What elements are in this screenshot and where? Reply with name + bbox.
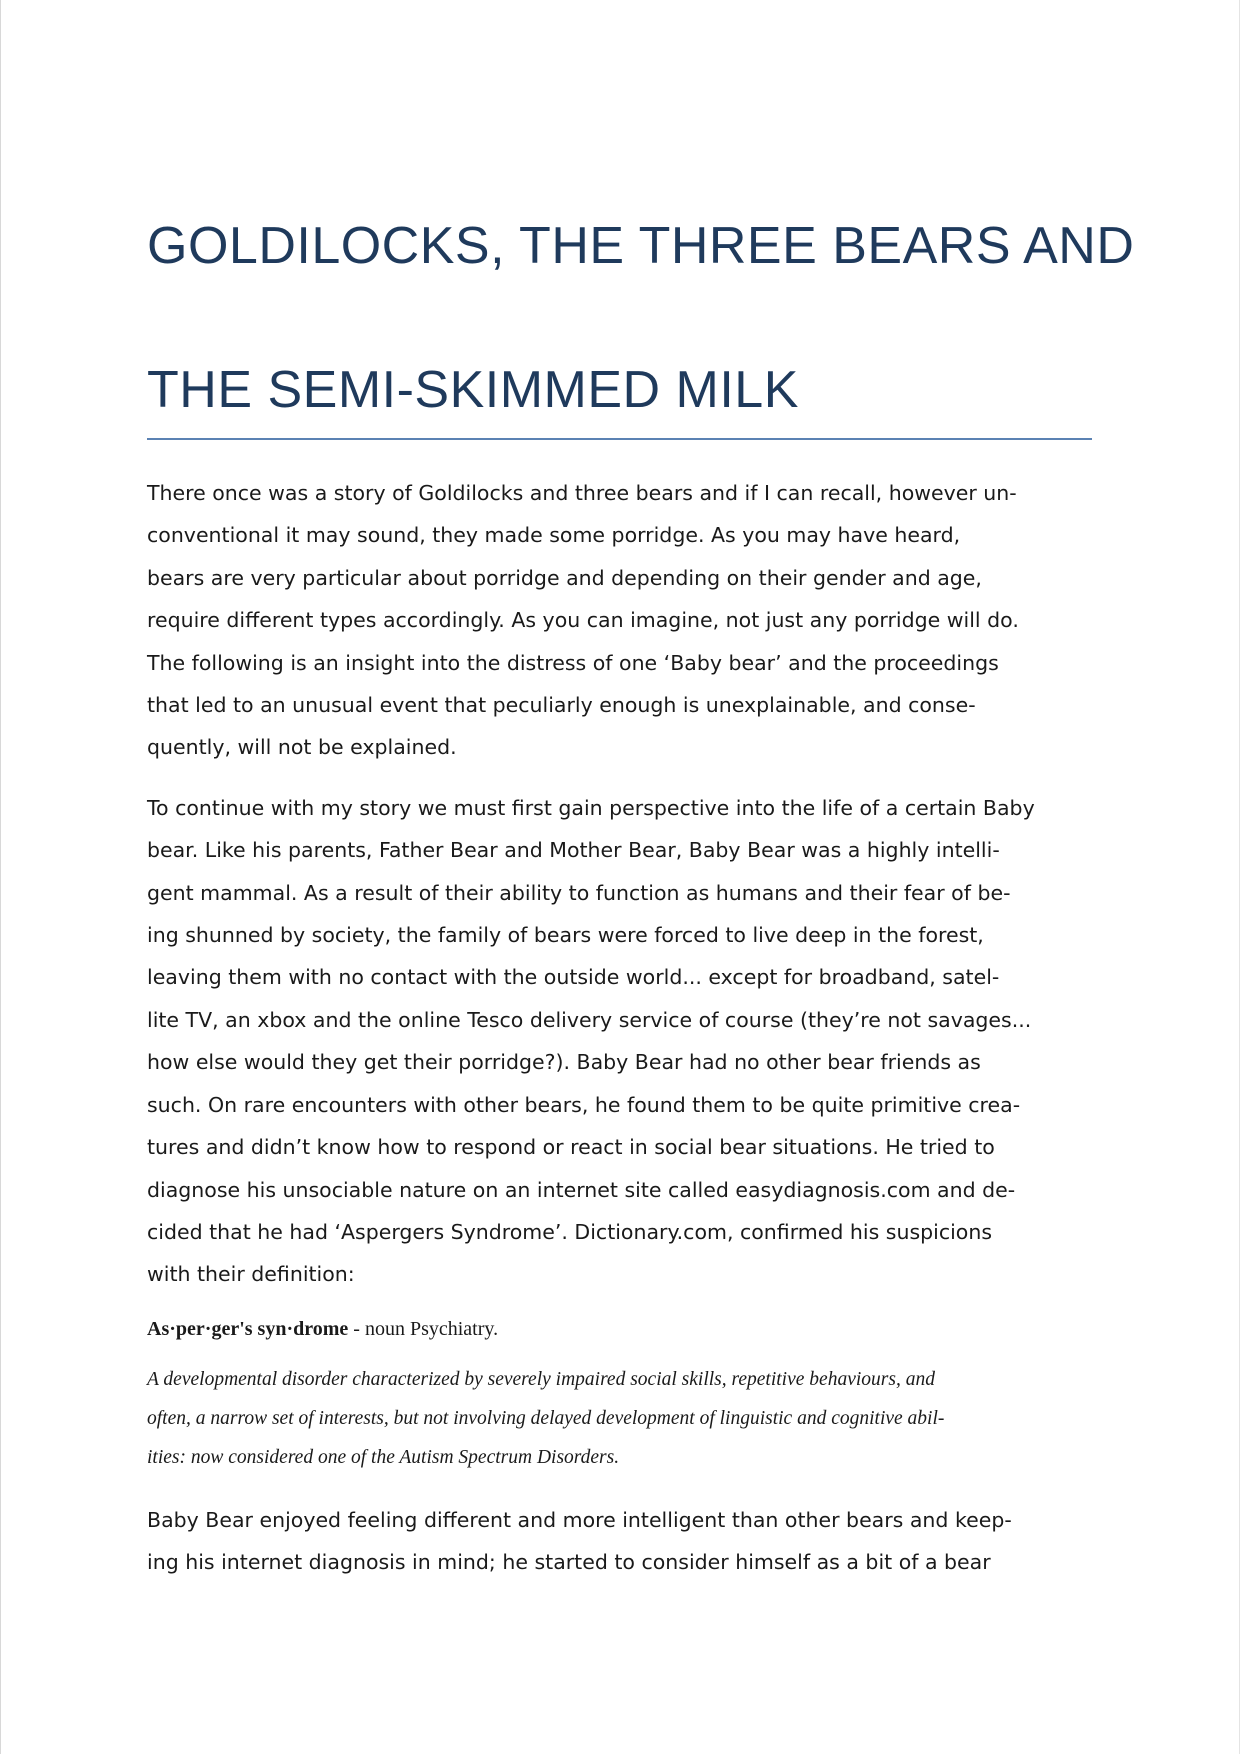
paragraph-1 <box>147 472 1092 769</box>
text-line: quently, will not be explained. <box>147 735 457 760</box>
text-line: leaving them with no contact with the outside world... except for broadband, satel- <box>147 965 1000 990</box>
text-line: Baby Bear enjoyed feeling different and more intelligent than other bears and keep- <box>147 1507 1012 1532</box>
text-line: To continue with my story we must first gain perspective into the life of a certain Baby <box>147 795 1035 820</box>
body-text <box>147 472 1092 1602</box>
text-line: There once was a story of Goldilocks and three bears and if I can recall, however un- <box>147 481 1017 505</box>
text-line: such. On rare encounters with other bears, he found them to be quite primitive crea- <box>147 1092 1021 1117</box>
text-line: lite TV, an xbox and the online Tesco delivery service of course (they’re not savages... <box>147 1007 1032 1032</box>
definition-body <box>147 1360 1092 1477</box>
paragraph-2 <box>147 787 1092 1296</box>
text-line: tures and didn’t know how to respond or react in social bear situations. He tried to <box>147 1135 995 1160</box>
definition-line: A developmental disorder characterized by severely impaired social skills, repetitive behaviours, and <box>147 1368 935 1390</box>
definition-part-of-speech: - noun Psychiatry. <box>348 1317 499 1340</box>
text-line: that led to an unusual event that peculiarly enough is unexplainable, and conse- <box>147 693 976 718</box>
page-left-edge <box>0 0 1 1754</box>
paragraph-3 <box>147 1499 1092 1584</box>
chapter-title-line-2: THE SEMI-SKIMMED MILK <box>147 361 799 419</box>
definition-line: often, a narrow set of interests, but not involving delayed development of linguistic and cognitive abil- <box>147 1407 945 1429</box>
definition-heading <box>147 1314 1092 1344</box>
text-line: conventional it may sound, they made some porridge. As you may have heard, <box>147 523 961 548</box>
text-line: The following is an insight into the distress of one ‘Baby bear’ and the proceedings <box>147 650 999 675</box>
text-line: require different types accordingly. As you can imagine, not just any porridge will do. <box>147 608 1019 633</box>
text-line: bear. Like his parents, Father Bear and Mother Bear, Baby Bear was a highly intelli- <box>147 838 1000 863</box>
chapter-title-line-1: GOLDILOCKS, THE THREE BEARS AND <box>147 217 1135 275</box>
dictionary-definition <box>147 1314 1092 1477</box>
text-line: bears are very particular about porridge and depending on their gender and age, <box>147 565 982 590</box>
text-line: how else would they get their porridge?). Baby Bear had no other bear friends as <box>147 1050 981 1075</box>
definition-line: ities: now considered one of the Autism Spectrum Disorders. <box>147 1446 620 1468</box>
title-divider <box>147 438 1092 440</box>
text-line: ing shunned by society, the family of bears were forced to live deep in the forest, <box>147 923 984 948</box>
definition-term: As·per·ger's syn·drome <box>147 1317 349 1340</box>
text-line: diagnose his unsociable nature on an internet site called easydiagnosis.com and de- <box>147 1177 1016 1202</box>
text-line: cided that he had ‘Aspergers Syndrome’. Dictionary.com, confirmed his suspicions <box>147 1219 993 1244</box>
text-line: with their definition: <box>147 1262 355 1287</box>
text-line: gent mammal. As a result of their ability to function as humans and their fear of be- <box>147 880 1011 905</box>
text-line: ing his internet diagnosis in mind; he started to consider himself as a bit of a bear <box>147 1550 991 1575</box>
